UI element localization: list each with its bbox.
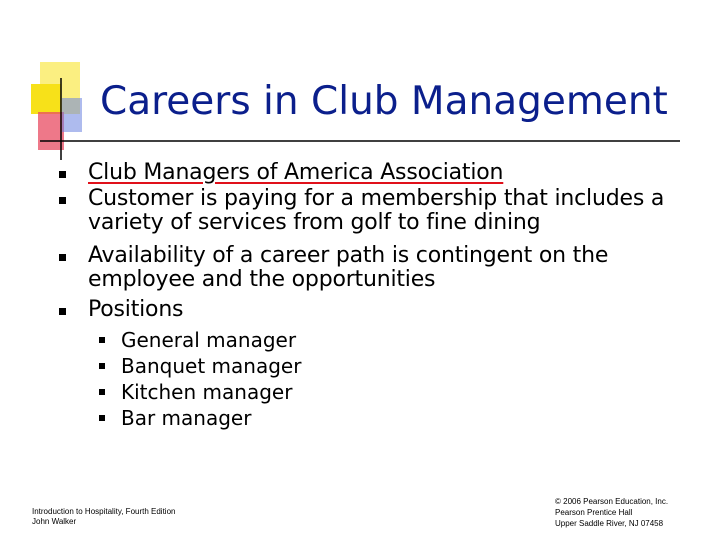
footer-book-title: Introduction to Hospitality, Fourth Edition: [32, 507, 176, 516]
footer-copyright: © 2006 Pearson Education, Inc.: [555, 497, 669, 506]
subbullet-item: [121, 379, 292, 405]
bullet-item: [88, 244, 608, 292]
square-bullet-icon: [59, 308, 66, 315]
red-square: [38, 112, 64, 150]
bullet-text-continued: employee and the opportunities: [88, 267, 436, 292]
footer-author: John Walker: [32, 517, 77, 526]
footer-address: Upper Saddle River, NJ 07458: [555, 519, 664, 528]
bullet-link[interactable]: Club Managers of America Association: [88, 160, 504, 185]
square-bullet-icon: [59, 254, 66, 261]
square-bullet-icon: [59, 171, 66, 178]
bullet-text: Availability of a career path is contingent on the: [88, 243, 609, 268]
subbullet-item: [121, 327, 296, 353]
blue-square: [62, 98, 82, 132]
footer-right: [555, 496, 668, 529]
bullet-text: Positions: [88, 297, 184, 322]
bullet-text: Customer is paying for a membership that includes a: [88, 186, 665, 211]
square-bullet-icon: [99, 389, 105, 395]
square-bullet-icon: [59, 197, 66, 204]
slide-title: Careers in Club Management: [100, 79, 668, 124]
subbullet-text: Banquet manager: [121, 354, 302, 378]
square-bullet-icon: [99, 415, 105, 421]
subbullet-text: Bar manager: [121, 406, 252, 430]
subbullet-item: [121, 353, 301, 379]
bullet-text-continued: variety of services from golf to fine dining: [88, 210, 541, 235]
bullet-item: [88, 298, 183, 322]
subbullet-item: [121, 405, 251, 431]
bullet-item[interactable]: [88, 161, 503, 185]
bullet-item: [88, 187, 664, 235]
footer-left: [32, 507, 175, 527]
footer-publisher: Pearson Prentice Hall: [555, 508, 633, 517]
subbullet-text: General manager: [121, 328, 297, 352]
square-bullet-icon: [99, 337, 105, 343]
subbullet-text: Kitchen manager: [121, 380, 293, 404]
square-bullet-icon: [99, 363, 105, 369]
